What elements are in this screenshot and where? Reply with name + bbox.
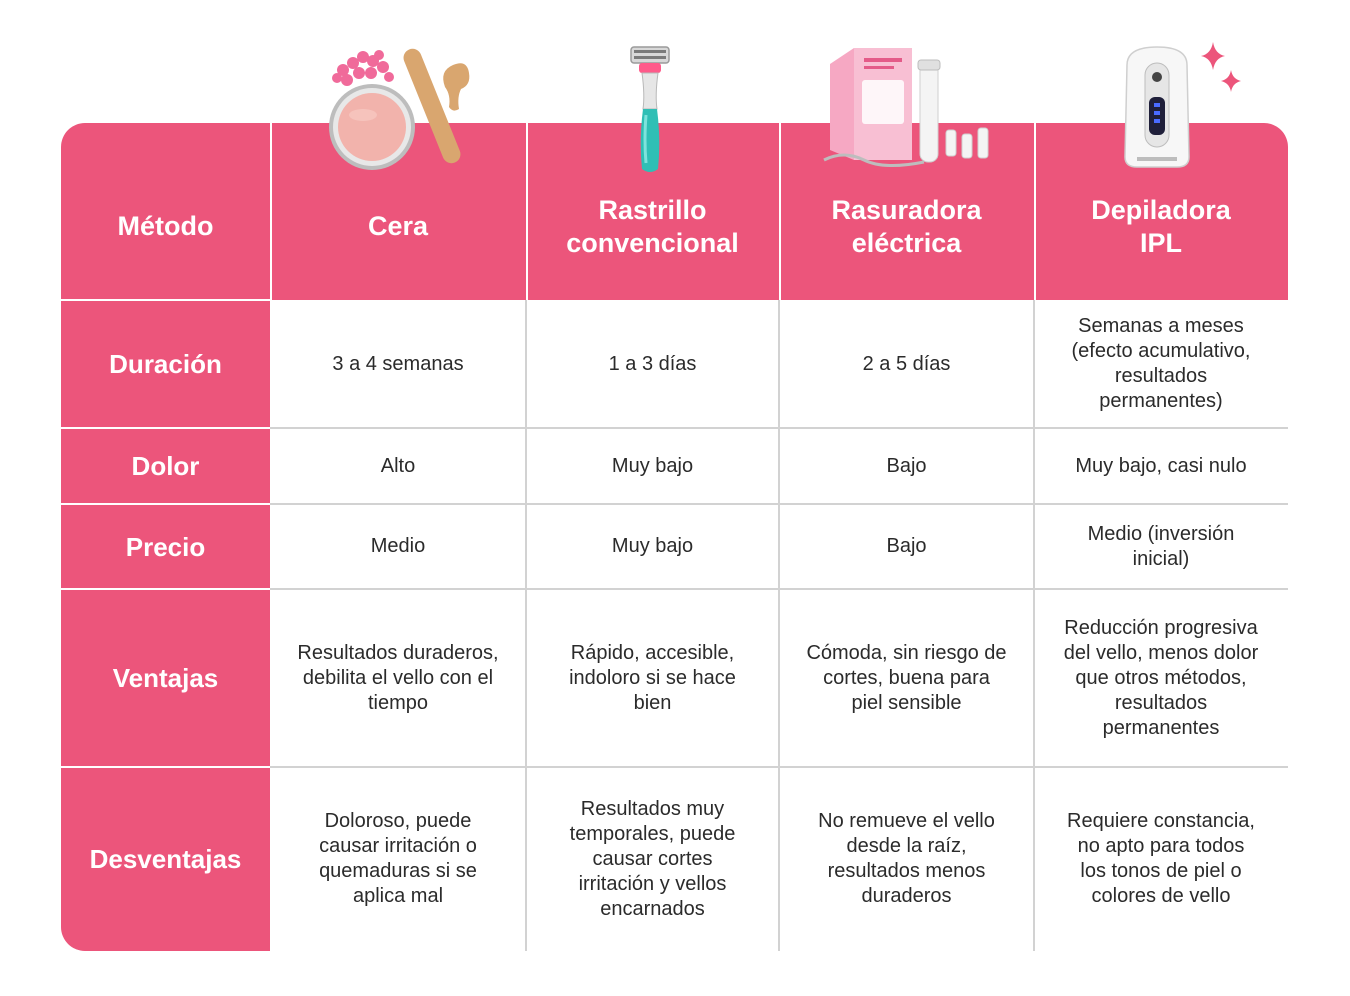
- header-divider: [1034, 123, 1036, 300]
- cell-ventajas-cera: Resultados duraderos, debilita el vello con el tiempo: [270, 589, 526, 767]
- cell-duracion-rastrillo: 1 a 3 días: [526, 300, 779, 428]
- row-label-precio: Precio: [61, 504, 270, 589]
- header-divider: [779, 123, 781, 300]
- label-divider: [61, 503, 270, 505]
- row-label-desventajas: Desventajas: [61, 767, 270, 951]
- razor-icon: [625, 45, 675, 175]
- cell-dolor-depiladora: Muy bajo, casi nulo: [1034, 428, 1288, 504]
- ipl-device-icon: [1115, 45, 1200, 170]
- cell-ventajas-rastrillo: Rápido, accesible, indoloro si se hace bien: [526, 589, 779, 767]
- sparkle-icon: [1195, 42, 1245, 98]
- cell-desventajas-depiladora: Requiere constancia, no apto para todos los tonos de piel o colores de vello: [1034, 767, 1288, 951]
- cell-desventajas-rastrillo: Resultados muy temporales, puede causar cortes irritación y vellos encarnados: [526, 767, 779, 951]
- cell-duracion-depiladora: Semanas a meses (efecto acumulativo, resultados permanentes): [1034, 300, 1288, 428]
- cell-ventajas-depiladora: Reducción progresiva del vello, menos dolor que otros métodos, resultados permanentes: [1034, 589, 1288, 767]
- cell-duracion-cera: 3 a 4 semanas: [270, 300, 526, 428]
- header-divider: [270, 123, 272, 300]
- electric-shaver-kit-icon: [820, 42, 995, 170]
- cell-precio-depiladora: Medio (inversión inicial): [1034, 504, 1288, 589]
- cell-dolor-rasuradora: Bajo: [779, 428, 1034, 504]
- cell-dolor-cera: Alto: [270, 428, 526, 504]
- label-divider: [61, 427, 270, 429]
- grid-line: [270, 427, 1288, 429]
- cell-ventajas-rasuradora: Cómoda, sin riesgo de cortes, buena para piel sensible: [779, 589, 1034, 767]
- label-divider: [61, 766, 270, 768]
- cell-desventajas-rasuradora: No remueve el vello desde la raíz, resultados menos duraderos: [779, 767, 1034, 951]
- grid-line: [270, 503, 1288, 505]
- label-divider: [61, 588, 270, 590]
- row-label-dolor: Dolor: [61, 428, 270, 504]
- cell-duracion-rasuradora: 2 a 5 días: [779, 300, 1034, 428]
- header-depiladora: Depiladora IPL: [1034, 123, 1288, 300]
- header-rastrillo: Rastrillo convencional: [526, 123, 779, 300]
- cell-dolor-rastrillo: Muy bajo: [526, 428, 779, 504]
- header-cera: Cera: [270, 123, 526, 300]
- row-label-duracion: Duración: [61, 300, 270, 428]
- comparison-table: [61, 123, 1288, 951]
- header-divider: [526, 123, 528, 300]
- label-divider: [61, 299, 270, 301]
- header-rasuradora: Rasuradora eléctrica: [779, 123, 1034, 300]
- header-metodo: Método: [61, 123, 270, 300]
- cell-precio-rasuradora: Bajo: [779, 504, 1034, 589]
- grid-line: [270, 588, 1288, 590]
- wax-jar-icon: [325, 45, 480, 175]
- grid-line: [270, 766, 1288, 768]
- cell-precio-cera: Medio: [270, 504, 526, 589]
- grid-line: [1033, 300, 1035, 951]
- cell-desventajas-cera: Doloroso, puede causar irritación o quemaduras si se aplica mal: [270, 767, 526, 951]
- cell-precio-rastrillo: Muy bajo: [526, 504, 779, 589]
- grid-line: [525, 300, 527, 951]
- grid-line: [778, 300, 780, 951]
- row-label-ventajas: Ventajas: [61, 589, 270, 767]
